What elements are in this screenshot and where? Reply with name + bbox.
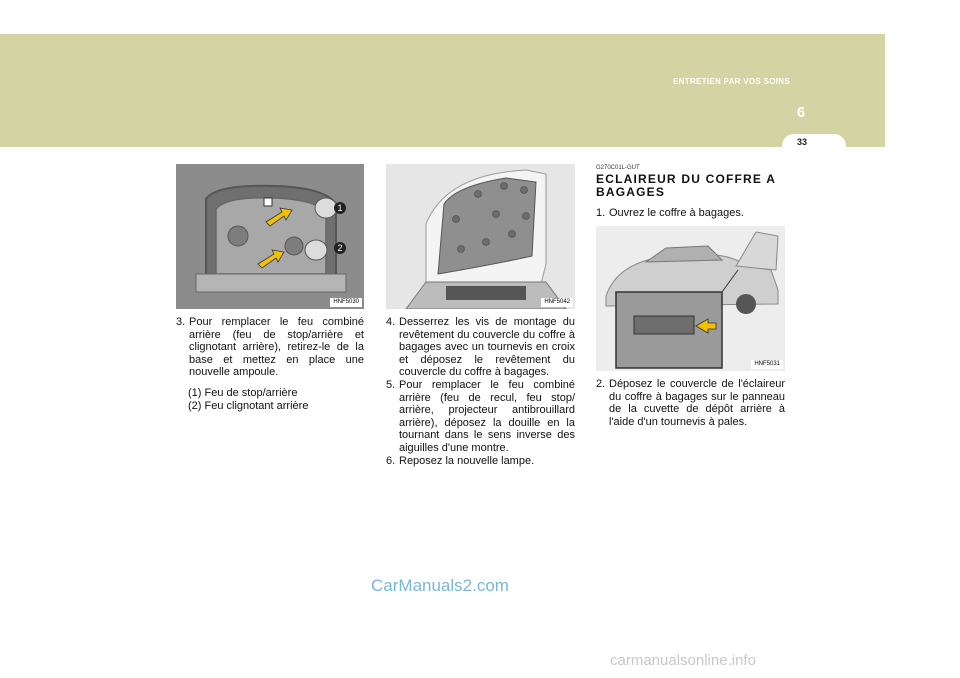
rear-lamp-illustration: [176, 164, 364, 309]
sub-item-1: (1) Feu de stop/arrière: [188, 386, 298, 399]
figure-trunk-lamp-photo: [596, 226, 785, 371]
column-1-text: [176, 316, 364, 412]
step-text: Desserrez les vis de montage du revêtement du couvercle du coffre à bagages avec un tournevis en croix et déposez le revêtement du couvercle du coffre à bagages.: [399, 316, 575, 379]
step-number: 3.: [176, 316, 186, 328]
callout-1: 1: [337, 203, 343, 213]
step-number: 5.: [386, 378, 396, 391]
step-number: 4.: [386, 316, 396, 328]
page-number: 33: [796, 137, 807, 147]
footer-watermark: carmanualsonline.info: [610, 652, 756, 669]
step-number: 1.: [596, 207, 606, 219]
step-text: Pour remplacer le feu combiné arrière (feu de recul, feu stop/ arrière, projecteur antibrouillard arrière), déposez la douille en la tournant dans le sens inverse des aiguilles d'une montre.: [399, 378, 575, 454]
callout-2: 2: [337, 243, 343, 253]
step-number: 6.: [386, 454, 396, 467]
step-5: [386, 379, 575, 455]
figure-code: HNF5031: [751, 360, 783, 369]
step-2: [596, 378, 785, 428]
step-6: [386, 455, 575, 468]
header-band: [0, 34, 885, 147]
column-3-step-2: [596, 378, 785, 428]
step-3: [176, 316, 364, 379]
step-text: Déposez le couvercle de l'éclaireur du coffre à bagages sur le panneau de la cuvette de dépôt arrière à l'aide d'un tournevis à pales.: [609, 378, 785, 428]
reference-code: G270C01L-GUT: [596, 165, 640, 171]
figure-code: HNF5042: [541, 298, 573, 307]
section-title: ECLAIREUR DU COFFRE A BAGAGES: [596, 172, 776, 199]
column-2-text: [386, 316, 575, 467]
step-text: Reposez la nouvelle lampe.: [399, 454, 535, 467]
step-1: [596, 207, 785, 220]
figure-code: HNF5030: [330, 298, 362, 307]
figure-rear-lamp-photo: [176, 164, 364, 309]
chapter-number: 6: [796, 104, 806, 121]
column-3-step-1: [596, 207, 785, 220]
sub-item-2: (2) Feu clignotant arrière: [188, 399, 309, 412]
step-4: [386, 316, 575, 379]
figure-trunk-lid-photo: [386, 164, 575, 309]
watermark-link[interactable]: CarManuals2.com: [371, 576, 509, 595]
step-number: 2.: [596, 378, 606, 390]
step-text: Pour remplacer le feu combiné arrière (feu de stop/arrière et clignotant arrière), retirez-le de la base et mettez en place une nouvelle ampoule.: [189, 316, 364, 379]
trunk-lamp-illustration: [596, 226, 785, 371]
step-text: Ouvrez le coffre à bagages.: [609, 207, 744, 219]
trunk-lid-illustration: [386, 164, 575, 309]
section-header-title: ENTRETIEN PAR VOS SOINS: [673, 77, 790, 86]
